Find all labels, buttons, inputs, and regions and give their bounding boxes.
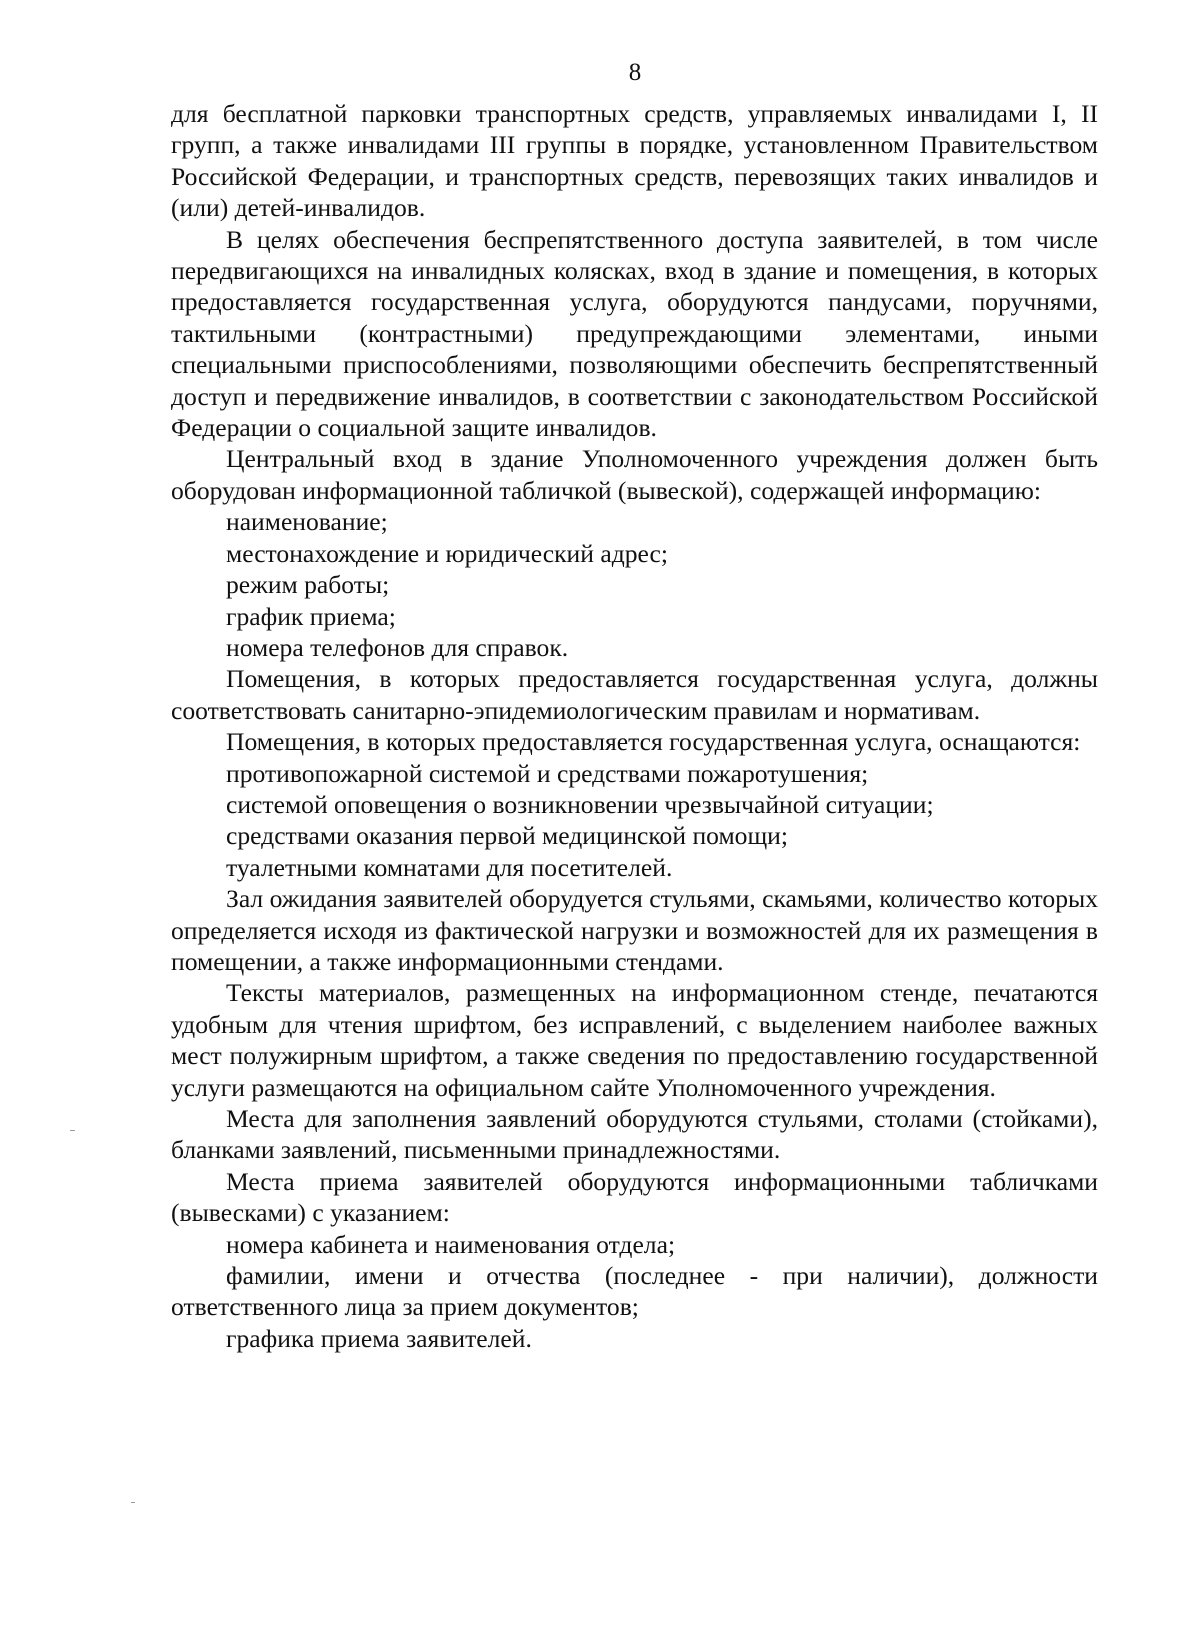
document-body xyxy=(171,98,1098,1354)
list-item-first-aid: средствами оказания первой медицинской помощи; xyxy=(226,821,788,851)
paragraph-application-places: Места для заполнения заявлений оборудуются стульями, столами (стойками), бланками заявлений, письменными принадлежностями. xyxy=(171,1104,1098,1165)
scan-speck xyxy=(70,1130,75,1131)
paragraph-entrance-sign: Центральный вход в здание Уполномоченного учреждения должен быть оборудован информационной табличкой (вывеской), содержащей информацию: xyxy=(171,444,1098,505)
list-item-restrooms: туалетными комнатами для посетителей. xyxy=(226,852,673,882)
list-item-emergency-alert: системой оповещения о возникновении чрезвычайной ситуации; xyxy=(226,789,934,819)
paragraph-premises-equipment: Помещения, в которых предоставляется государственная услуга, оснащаются: xyxy=(226,727,1081,757)
paragraph-sanitary-rules: Помещения, в которых предоставляется государственная услуга, должны соответствовать санитарно-эпидемиологическим правилам и нормативам. xyxy=(171,664,1098,725)
list-item-address: местонахождение и юридический адрес; xyxy=(226,538,668,568)
list-item-name: наименование; xyxy=(226,507,388,537)
paragraph-waiting-hall: Зал ожидания заявителей оборудуется стульями, скамьями, количество которых определяется исходя из фактической нагрузки и возможностей для их размещения в помещении, а также информационными стендами. xyxy=(171,884,1098,976)
paragraph-reception-places: Места приема заявителей оборудуются информационными табличками (вывесками) с указанием: xyxy=(171,1166,1098,1228)
paragraph-info-stand-texts: Тексты материалов, размещенных на информационном стенде, печатаются удобным для чтения шрифтом, без исправлений, с выделением наиболее важных мест полужирным шрифтом, а также сведения по предоставлению государственной услуги размещаются на официальном сайте Уполномоченного учреждения. xyxy=(171,978,1098,1102)
page-number: 8 xyxy=(628,59,642,86)
list-item-work-mode: режим работы; xyxy=(226,570,390,600)
scan-speck xyxy=(131,1502,135,1503)
list-item-fire-system: противопожарной системой и средствами пожаротушения; xyxy=(226,758,869,788)
paragraph-accessibility: В целях обеспечения беспрепятственного доступа заявителей, в том числе передвигающихся на инвалидных колясках, вход в здание и помещения, в которых предоставляется государственная услуга, оборудуются пандусами, поручнями, тактильными (контрастными) предупреждающими элементами, иными специальными приспособлениями, позволяющими обеспечить беспрепятственный доступ и передвижение инвалидов, в соответствии с законодательством Российской Федерации о социальной защите инвалидов. xyxy=(171,224,1098,443)
list-item-reception-schedule-final: графика приема заявителей. xyxy=(226,1323,532,1353)
list-item-office-number: номера кабинета и наименования отдела; xyxy=(226,1229,676,1259)
paragraph-parking-continued: для бесплатной парковки транспортных средств, управляемых инвалидами I, II групп, а также инвалидами III группы в порядке, установленном Правительством Российской Федерации, и транспортных средств, перевозящих таких инвалидов и (или) детей-инвалидов. xyxy=(171,99,1098,223)
list-item-reception-schedule: график приема; xyxy=(226,601,396,631)
list-item-phone-numbers: номера телефонов для справок. xyxy=(226,632,569,662)
list-item-responsible-person: фамилии, имени и отчества (последнее - при наличии), должности ответственного лица за прием документов; xyxy=(171,1261,1098,1322)
